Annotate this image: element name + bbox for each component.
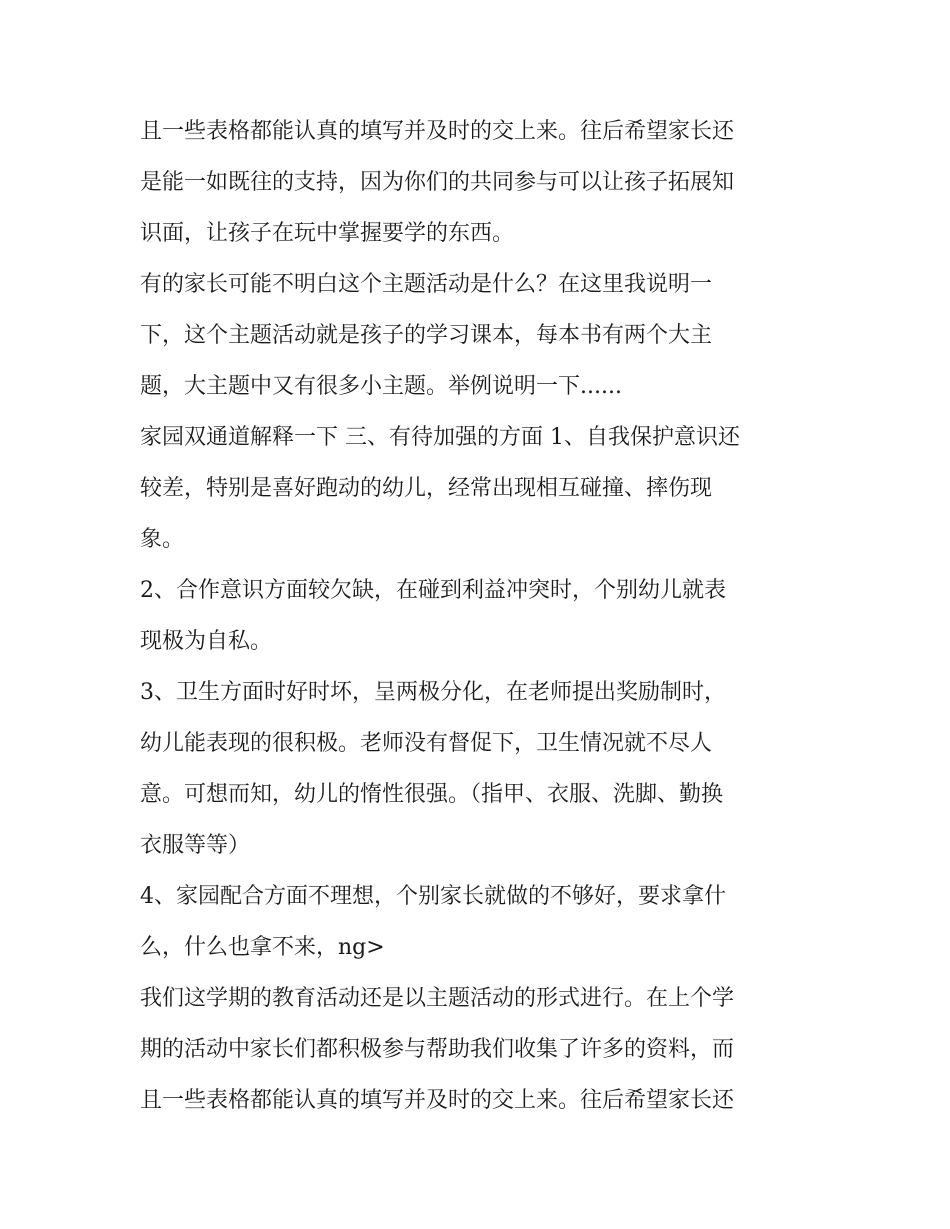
text-line: 幼儿能表现的很积极。老师没有督促下，卫生情况就不尽人 (140, 731, 713, 756)
text-line: 3、卫生方面时好时坏，呈两极分化，在老师提出奖励制时， (140, 680, 726, 705)
paragraph-item-4-home-school (140, 871, 820, 973)
text-line: 期的活动中家长们都积极参与帮助我们收集了许多的资料，而 (140, 1037, 735, 1062)
text-line: 4、家园配合方面不理想，个别家长就做的不够好，要求拿什 (140, 884, 726, 909)
text-line: 是能一如既往的支持，因为你们的共同参与可以让孩子拓展知 (140, 170, 735, 195)
paragraph-item-2-cooperation (140, 565, 820, 667)
paragraph-education-activities (140, 973, 820, 1126)
text-line: 么，什么也拿不来，ng> (140, 935, 385, 960)
text-line: 下，这个主题活动就是孩子的学习课本，每本书有两个大主 (140, 323, 713, 348)
text-line: 且一些表格都能认真的填写并及时的交上来。往后希望家长还 (140, 1088, 735, 1113)
text-line: 识面，让孩子在玩中掌握要学的东西。 (140, 221, 515, 246)
text-line: 较差，特别是喜好跑动的幼儿，经常出现相互碰撞、摔伤现 (140, 476, 713, 501)
paragraph-theme-explanation (140, 259, 820, 412)
paragraph-parent-support (140, 106, 820, 259)
paragraph-item-1-self-protection (140, 412, 820, 565)
text-line: 现极为自私。 (140, 629, 273, 654)
text-line: 象。 (140, 527, 185, 552)
text-line: 且一些表格都能认真的填写并及时的交上来。往后希望家长还 (140, 119, 735, 144)
text-line: 2、合作意识方面较欠缺，在碰到利益冲突时，个别幼儿就表 (140, 578, 726, 603)
paragraph-item-3-hygiene (140, 667, 820, 871)
text-line: 意。可想而知，幼儿的惰性很强。（指甲、衣服、洗脚、勤换 (140, 782, 724, 807)
text-line: 衣服等等） (140, 833, 251, 858)
text-line: 有的家长可能不明白这个主题活动是什么？在这里我说明一 (140, 272, 713, 297)
document-body (140, 106, 820, 1126)
text-line: 我们这学期的教育活动还是以主题活动的形式进行。在上个学 (140, 986, 735, 1011)
text-line: 家园双通道解释一下 三、有待加强的方面 1、自我保护意识还 (140, 425, 740, 450)
text-line: 题，大主题中又有很多小主题。举例说明一下...... (140, 374, 622, 399)
